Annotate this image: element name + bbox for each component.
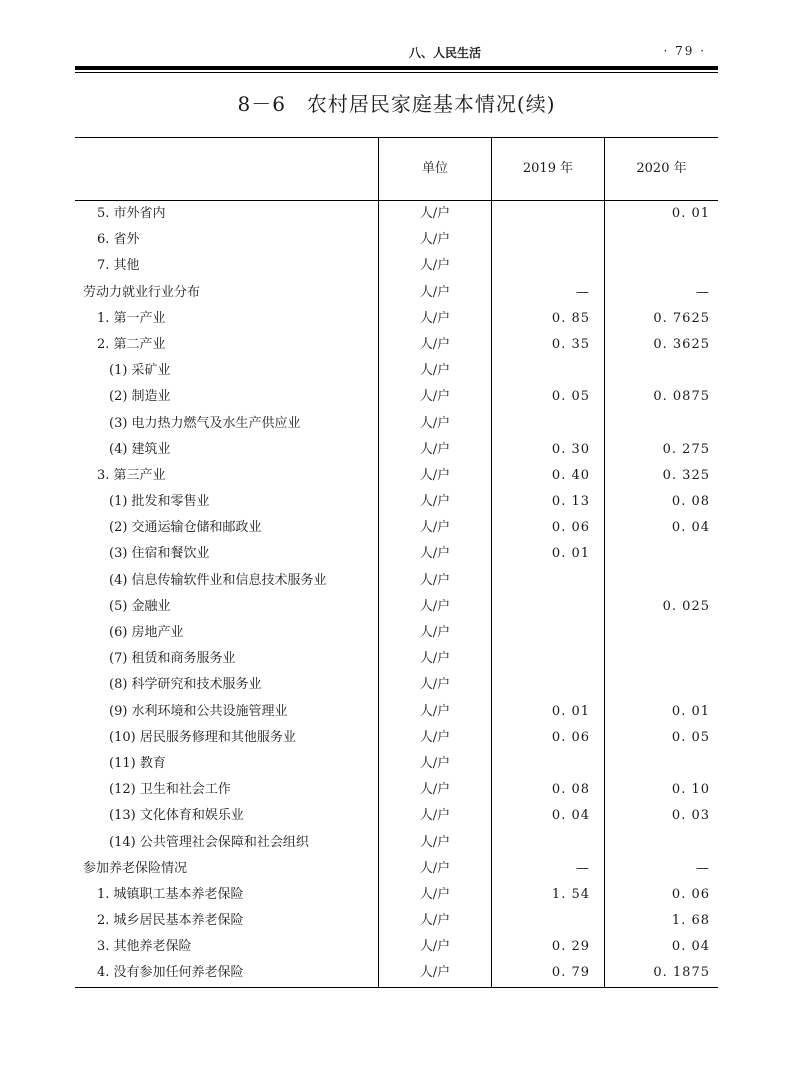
row-value-2019: 0. 06 xyxy=(491,515,604,541)
row-value-2020: 0. 0875 xyxy=(604,384,718,410)
row-value-2020 xyxy=(604,411,718,437)
table-row xyxy=(75,882,718,908)
row-value-2020: 0. 10 xyxy=(604,777,718,803)
row-value-2020: 0. 04 xyxy=(604,515,718,541)
row-label: 5. 市外省内 xyxy=(97,206,166,221)
table-title: 8－6 农村居民家庭基本情况(续) xyxy=(237,92,556,116)
table-row xyxy=(75,960,718,986)
row-unit: 人/户 xyxy=(378,672,491,698)
row-value-2020: 0. 03 xyxy=(604,803,718,829)
section-title: 八、人民生活 xyxy=(408,46,481,60)
row-unit: 人/户 xyxy=(378,882,491,908)
row-unit: 人/户 xyxy=(378,803,491,829)
row-unit: 人/户 xyxy=(378,908,491,934)
row-unit: 人/户 xyxy=(378,411,491,437)
row-value-2019: 0. 40 xyxy=(491,463,604,489)
row-unit: 人/户 xyxy=(378,960,491,986)
table-row xyxy=(75,227,718,253)
row-label: 4. 没有参加任何养老保险 xyxy=(97,965,244,981)
table-row xyxy=(75,856,718,882)
header-cell-2019: 2019 年 xyxy=(491,138,604,200)
table-row xyxy=(75,934,718,960)
row-value-2020: 0. 325 xyxy=(604,463,718,489)
row-unit: 人/户 xyxy=(378,856,491,882)
row-unit: 人/户 xyxy=(378,384,491,410)
table-row xyxy=(75,332,718,358)
table-row xyxy=(75,908,718,934)
header-cell-unit: 单位 xyxy=(378,138,491,200)
table-row xyxy=(75,725,718,751)
row-unit: 人/户 xyxy=(378,541,491,567)
row-value-2019: 0. 08 xyxy=(491,777,604,803)
table-row xyxy=(75,201,718,227)
row-label: (12) 卫生和社会工作 xyxy=(109,782,231,798)
row-label: (5) 金融业 xyxy=(109,598,171,614)
table-row xyxy=(75,751,718,777)
table-row xyxy=(75,646,718,672)
row-unit: 人/户 xyxy=(378,699,491,725)
row-value-2019 xyxy=(491,908,604,934)
row-unit: 人/户 xyxy=(378,515,491,541)
row-unit: 人/户 xyxy=(378,568,491,594)
row-value-2020: 0. 3625 xyxy=(604,332,718,358)
row-value-2020 xyxy=(604,830,718,856)
table-row xyxy=(75,515,718,541)
row-value-2020: 0. 01 xyxy=(604,201,718,227)
row-value-2019 xyxy=(491,227,604,253)
table-row xyxy=(75,437,718,463)
row-value-2019: 0. 35 xyxy=(491,332,604,358)
row-value-2020: 0. 275 xyxy=(604,437,718,463)
row-label: (14) 公共管理社会保障和社会组织 xyxy=(109,834,309,850)
row-label: 1. 城镇职工基本养老保险 xyxy=(97,886,244,902)
row-unit: 人/户 xyxy=(378,646,491,672)
row-value-2019 xyxy=(491,253,604,279)
table-row xyxy=(75,541,718,567)
row-value-2020: 0. 05 xyxy=(604,725,718,751)
row-value-2019 xyxy=(491,672,604,698)
row-label: 1. 第一产业 xyxy=(97,310,166,326)
table-row xyxy=(75,489,718,515)
row-value-2019 xyxy=(491,411,604,437)
row-value-2019: — xyxy=(491,280,604,306)
row-value-2019 xyxy=(491,830,604,856)
row-label: 3. 第三产业 xyxy=(97,467,166,483)
row-unit: 人/户 xyxy=(378,830,491,856)
row-value-2019: — xyxy=(491,856,604,882)
row-value-2020 xyxy=(604,568,718,594)
row-unit: 人/户 xyxy=(378,437,491,463)
row-label: (4) 建筑业 xyxy=(109,441,171,457)
row-value-2020: — xyxy=(604,280,718,306)
table-row xyxy=(75,463,718,489)
row-label: (11) 教育 xyxy=(109,755,166,771)
row-value-2020: 0. 1875 xyxy=(604,960,718,986)
table-row xyxy=(75,803,718,829)
row-value-2019: 0. 01 xyxy=(491,699,604,725)
header-rule-thick xyxy=(75,66,718,70)
row-label: 参加养老保险情况 xyxy=(83,860,188,876)
header-cell-label xyxy=(75,138,378,200)
row-value-2020 xyxy=(604,646,718,672)
row-value-2019: 0. 85 xyxy=(491,306,604,332)
row-unit: 人/户 xyxy=(378,201,491,227)
row-label: 3. 其他养老保险 xyxy=(97,939,192,955)
row-label: (10) 居民服务修理和其他服务业 xyxy=(109,729,296,745)
row-label: (3) 住宿和餐饮业 xyxy=(109,546,210,562)
row-value-2019: 0. 01 xyxy=(491,541,604,567)
row-label: (1) 采矿业 xyxy=(109,363,171,379)
row-unit: 人/户 xyxy=(378,777,491,803)
table-row xyxy=(75,280,718,306)
table-row xyxy=(75,253,718,279)
row-label: (6) 房地产业 xyxy=(109,625,184,640)
row-label: (7) 租赁和商务服务业 xyxy=(109,651,236,667)
row-value-2019: 0. 29 xyxy=(491,934,604,960)
row-value-2020 xyxy=(604,620,718,646)
table-row xyxy=(75,358,718,384)
row-value-2020: 1. 68 xyxy=(604,908,718,934)
row-label: 劳动力就业行业分布 xyxy=(83,284,201,300)
row-value-2020 xyxy=(604,541,718,567)
row-value-2019: 1. 54 xyxy=(491,882,604,908)
row-value-2020: — xyxy=(604,856,718,882)
row-value-2020: 0. 06 xyxy=(604,882,718,908)
page-header xyxy=(75,44,718,64)
row-value-2020: 0. 7625 xyxy=(604,306,718,332)
row-value-2019: 0. 13 xyxy=(491,489,604,515)
row-label: (2) 交通运输仓储和邮政业 xyxy=(109,520,262,536)
row-value-2019 xyxy=(491,646,604,672)
row-value-2019 xyxy=(491,358,604,384)
row-value-2019 xyxy=(491,568,604,594)
row-unit: 人/户 xyxy=(378,751,491,777)
table-row xyxy=(75,830,718,856)
row-value-2019: 0. 06 xyxy=(491,725,604,751)
row-value-2020 xyxy=(604,751,718,777)
row-value-2020: 0. 04 xyxy=(604,934,718,960)
row-unit: 人/户 xyxy=(378,489,491,515)
row-value-2020: 0. 01 xyxy=(604,699,718,725)
row-unit: 人/户 xyxy=(378,253,491,279)
row-label: (4) 信息传输软件业和信息技术服务业 xyxy=(109,572,327,588)
header-cell-2020: 2020 年 xyxy=(604,138,718,200)
row-label: (9) 水利环境和公共设施管理业 xyxy=(109,703,288,719)
row-value-2020: 0. 025 xyxy=(604,594,718,620)
header-rule-thin xyxy=(75,72,718,73)
data-table xyxy=(75,137,718,988)
row-label: 2. 第二产业 xyxy=(97,336,166,352)
row-value-2019 xyxy=(491,201,604,227)
row-label: (3) 电力热力燃气及水生产供应业 xyxy=(109,415,301,431)
row-value-2019: 0. 79 xyxy=(491,960,604,986)
row-value-2019: 0. 30 xyxy=(491,437,604,463)
row-unit: 人/户 xyxy=(378,934,491,960)
table-row xyxy=(75,777,718,803)
row-value-2020 xyxy=(604,253,718,279)
table-row xyxy=(75,620,718,646)
row-label: (13) 文化体育和娱乐业 xyxy=(109,808,244,824)
table-row xyxy=(75,384,718,410)
row-unit: 人/户 xyxy=(378,594,491,620)
row-value-2019: 0. 05 xyxy=(491,384,604,410)
row-value-2020 xyxy=(604,358,718,384)
row-label: 2. 城乡居民基本养老保险 xyxy=(97,913,244,929)
row-unit: 人/户 xyxy=(378,306,491,332)
table-header-row xyxy=(75,138,718,201)
row-unit: 人/户 xyxy=(378,280,491,306)
row-value-2019: 0. 04 xyxy=(491,803,604,829)
row-label: (1) 批发和零售业 xyxy=(109,494,210,510)
row-value-2020 xyxy=(604,227,718,253)
table-row xyxy=(75,699,718,725)
table-row xyxy=(75,672,718,698)
row-value-2019 xyxy=(491,594,604,620)
row-value-2019 xyxy=(491,620,604,646)
row-unit: 人/户 xyxy=(378,332,491,358)
table-row xyxy=(75,594,718,620)
row-unit: 人/户 xyxy=(378,227,491,253)
row-label: 7. 其他 xyxy=(97,258,140,274)
table-row xyxy=(75,568,718,594)
page-number: · 79 · xyxy=(663,44,706,58)
row-value-2019 xyxy=(491,751,604,777)
row-label: 6. 省外 xyxy=(97,232,140,248)
row-unit: 人/户 xyxy=(378,725,491,751)
table-row xyxy=(75,306,718,332)
row-unit: 人/户 xyxy=(378,358,491,384)
table-row xyxy=(75,411,718,437)
row-unit: 人/户 xyxy=(378,620,491,646)
row-value-2020: 0. 08 xyxy=(604,489,718,515)
row-unit: 人/户 xyxy=(378,463,491,489)
row-value-2020 xyxy=(604,672,718,698)
row-label: (8) 科学研究和技术服务业 xyxy=(109,677,262,693)
row-label: (2) 制造业 xyxy=(109,389,171,405)
table-body xyxy=(75,201,718,987)
